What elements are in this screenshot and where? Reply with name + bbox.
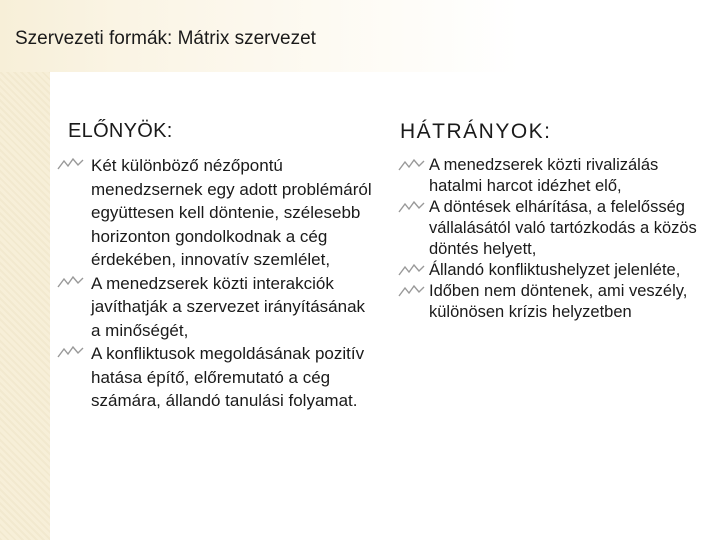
advantage-text: A menedzserek közti interakciók javíthatják a szervezet irányításának a minőségét, — [91, 273, 366, 340]
decorative-side-band — [0, 0, 50, 540]
winding-bullet-icon — [397, 155, 427, 175]
disadvantage-text: Állandó konfliktushelyzet jelenléte, — [429, 261, 681, 279]
advantages-heading: ELŐNYÖK: — [68, 120, 173, 142]
slide-title: Szervezeti formák: Mátrix szervezet — [15, 28, 316, 49]
disadvantage-text: A menedzserek közti rivalizálás hatalmi harcot idézhet elő, — [429, 156, 659, 195]
advantage-text: Két különböző nézőpontú menedzsernek egy adott problémáról együttesen kell döntenie, szélesebb horizonton gondolkodnak a cég érdekében, innovatív szemlélet, — [91, 156, 372, 269]
list-item — [56, 272, 378, 343]
list-item — [397, 260, 700, 281]
list-item — [397, 155, 700, 197]
winding-bullet-icon — [56, 342, 86, 362]
advantages-column — [68, 120, 378, 413]
winding-bullet-icon — [56, 272, 86, 292]
disadvantages-heading: HÁTRÁNYOK: — [400, 120, 552, 143]
advantage-text: A konfliktusok megoldásának pozitív hatása építő, előremutató a cég számára, állandó tanulási folyamat. — [91, 344, 365, 410]
list-item — [56, 154, 378, 272]
disadvantage-text: Időben nem döntenek, ami veszély, különösen krízis helyzetben — [429, 282, 688, 321]
list-item — [397, 281, 700, 323]
disadvantage-text: A döntések elhárítása, a felelősség vállalásától való tartózkodás a közös döntés helyett, — [429, 198, 697, 258]
winding-bullet-icon — [397, 260, 427, 280]
disadvantages-column — [400, 120, 700, 323]
winding-bullet-icon — [397, 197, 427, 217]
list-item — [397, 197, 700, 260]
disadvantages-list — [397, 155, 700, 323]
list-item — [56, 342, 378, 413]
advantages-list — [56, 154, 378, 413]
winding-bullet-icon — [56, 154, 86, 174]
winding-bullet-icon — [397, 281, 427, 301]
